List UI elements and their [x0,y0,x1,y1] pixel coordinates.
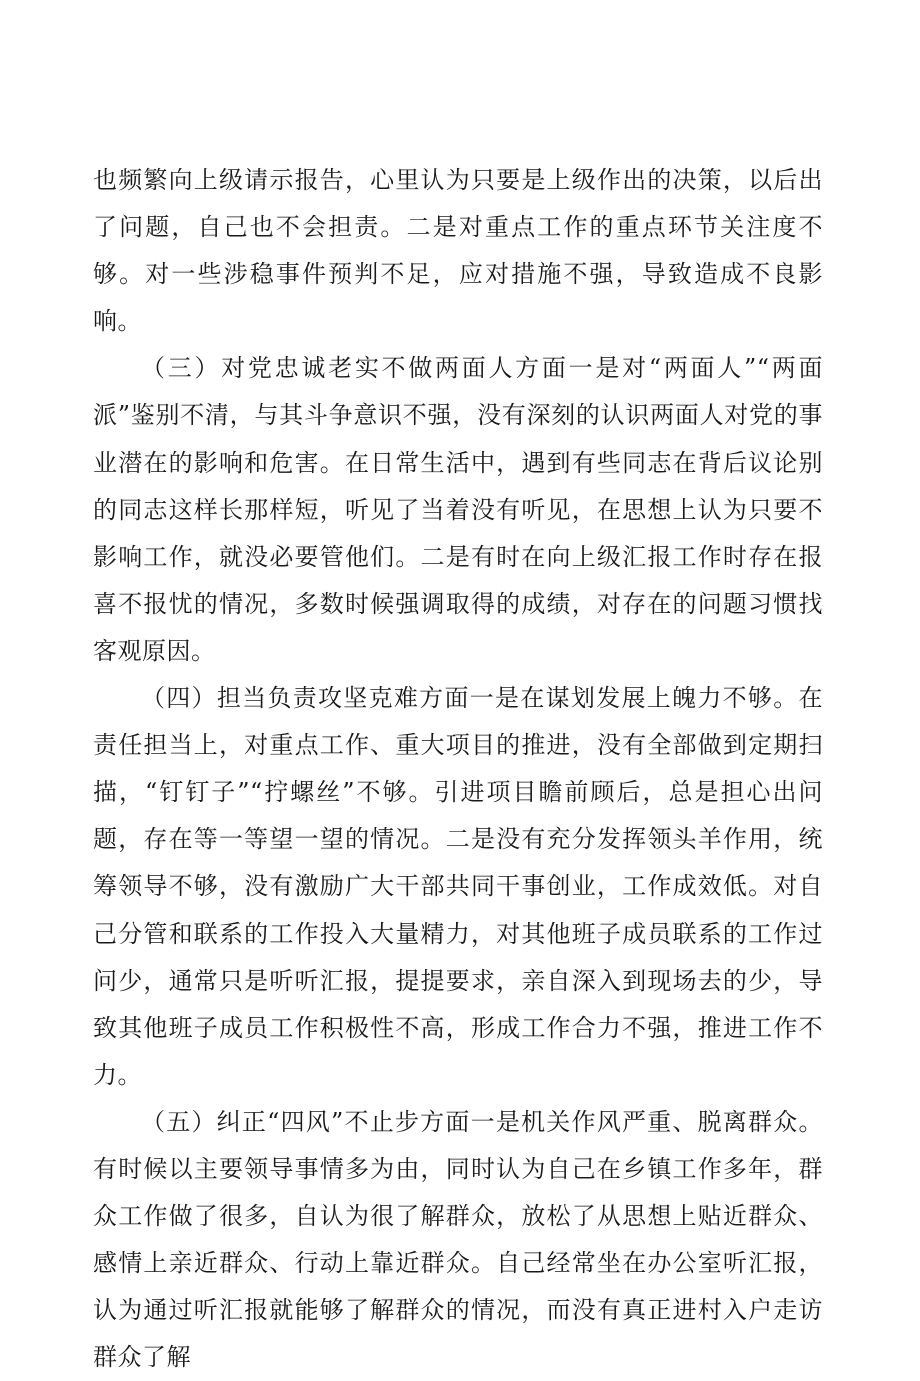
paragraph-continuation: 也频繁向上级请示报告，心里认为只要是上级作出的决策，以后出了问题，自己也不会担责。二是对重点工作的重点环节关注度不够。对一些涉稳事件预判不足，应对措施不强，导致造成不良影响。 [93,166,823,336]
paragraph-section-5: （五）纠正“四风”不止步方面一是机关作风严重、脱离群众。有时候以主要领导事情多为由，同时认为自己在乡镇工作多年，群众工作做了很多，自认为很了解群众，放松了从思想上贴近群众、感情上亲近群众、行动上靠近群众。自己经常坐在办公室听汇报，认为通过听汇报就能够了解群众的情况，而没有真正进村入户走访群众了解 [93,1107,823,1372]
document-page [93,157,823,1381]
paragraph-section-4: （四）担当负责攻坚克难方面一是在谋划发展上魄力不够。在责任担当上，对重点工作、重大项目的推进，没有全部做到定期扫描，“钉钉子”“拧螺丝”不够。引进项目瞻前顾后，总是担心出问题，存在等一等望一望的情况。二是没有充分发挥领头羊作用，统筹领导不够，没有激励广大干部共同干事创业，工作成效低。对自己分管和联系的工作投入大量精力，对其他班子成员联系的工作过问少，通常只是听听汇报，提提要求，亲自深入到现场去的少，导致其他班子成员工作积极性不高，形成工作合力不强，推进工作不力。 [93,684,823,1089]
paragraph-section-3: （三）对党忠诚老实不做两面人方面一是对“两面人”“两面派”鉴别不清，与其斗争意识不强，没有深刻的认识两面人对党的事业潜在的影响和危害。在日常生活中，遇到有些同志在背后议论别的同志这样长那样短，听见了当着没有听见，在思想上认为只要不影响工作，就没必要管他们。二是有时在向上级汇报工作时存在报喜不报忧的情况，多数时候强调取得的成绩，对存在的问题习惯找客观原因。 [93,354,823,665]
